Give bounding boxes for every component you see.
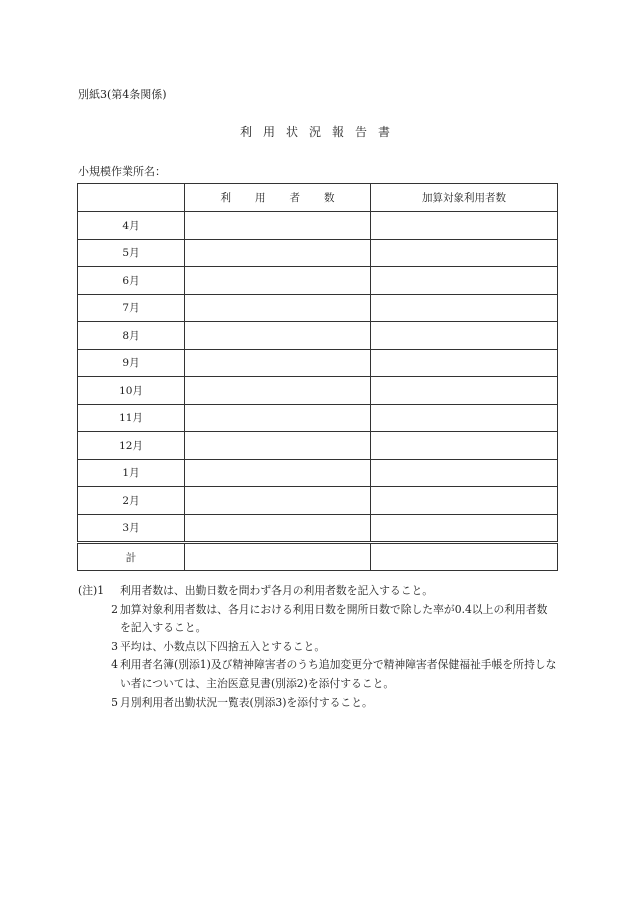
note-item	[78, 601, 558, 638]
note-number: 5	[111, 695, 118, 709]
note-text: 利用者名簿(別添1)及び精神障害者のうち追加変更分で精神障害者保健福祉手帳を所持しない者については、主治医意見書(別添2)を添付すること。	[120, 658, 557, 690]
users-count-cell[interactable]	[185, 322, 371, 350]
note-item	[78, 656, 558, 693]
month-cell: 12月	[78, 432, 185, 460]
table-row	[78, 212, 558, 240]
header-users-count: 利用者数	[185, 184, 371, 212]
table-row	[78, 404, 558, 432]
table-row	[78, 267, 558, 295]
note-item	[78, 582, 558, 601]
month-cell: 10月	[78, 377, 185, 405]
users-count-cell[interactable]	[185, 212, 371, 240]
total-eligible-cell[interactable]	[371, 543, 558, 571]
eligible-users-cell[interactable]	[371, 377, 558, 405]
total-users-cell[interactable]	[185, 543, 371, 571]
month-cell: 2月	[78, 487, 185, 515]
users-count-cell[interactable]	[185, 514, 371, 543]
eligible-users-cell[interactable]	[371, 432, 558, 460]
total-row	[78, 543, 558, 571]
eligible-users-cell[interactable]	[371, 514, 558, 543]
month-cell: 5月	[78, 239, 185, 267]
users-count-cell[interactable]	[185, 487, 371, 515]
month-cell: 9月	[78, 349, 185, 377]
note-text: 平均は、小数点以下四捨五入とすること。	[120, 639, 326, 653]
eligible-users-cell[interactable]	[371, 212, 558, 240]
eligible-users-cell[interactable]	[371, 267, 558, 295]
table-row	[78, 459, 558, 487]
eligible-users-cell[interactable]	[371, 294, 558, 322]
month-cell: 6月	[78, 267, 185, 295]
page-title: 利用状況報告書	[239, 125, 401, 139]
eligible-users-cell[interactable]	[371, 487, 558, 515]
note-text: 月別利用者出勤状況一覧表(別添3)を添付すること。	[120, 695, 373, 709]
eligible-users-cell[interactable]	[371, 404, 558, 432]
note-number: (注)1	[78, 584, 105, 597]
users-count-cell[interactable]	[185, 432, 371, 460]
eligible-users-cell[interactable]	[371, 322, 558, 350]
header-month-cell	[78, 184, 185, 212]
table-row	[78, 349, 558, 377]
note-text: 加算対象利用者数は、各月における利用日数を開所日数で除した率が0.4以上の利用者数を記入すること。	[120, 602, 548, 635]
table-row	[78, 514, 558, 543]
users-count-cell[interactable]	[185, 377, 371, 405]
note-number: 3	[111, 639, 118, 653]
usage-report-table	[77, 183, 558, 571]
eligible-users-cell[interactable]	[371, 349, 558, 377]
table-row	[78, 294, 558, 322]
users-count-cell[interactable]	[185, 294, 371, 322]
note-number: 2	[111, 602, 118, 616]
table-row	[78, 322, 558, 350]
workplace-name-label: 小規模作業所名：	[78, 165, 166, 178]
month-cell: 11月	[78, 404, 185, 432]
table-row	[78, 239, 558, 267]
table-header-row	[78, 184, 558, 212]
month-cell: 1月	[78, 459, 185, 487]
table-row	[78, 432, 558, 460]
notes-section	[78, 582, 558, 712]
users-count-cell[interactable]	[185, 349, 371, 377]
note-number: 4	[111, 658, 118, 672]
users-count-cell[interactable]	[185, 404, 371, 432]
month-cell: 7月	[78, 294, 185, 322]
eligible-users-cell[interactable]	[371, 239, 558, 267]
table-row	[78, 487, 558, 515]
total-label: 計	[78, 543, 185, 571]
table-row	[78, 377, 558, 405]
note-item	[78, 694, 558, 713]
note-text: 利用者数は、出勤日数を問わず各月の利用者数を記入すること。	[120, 584, 434, 597]
note-item	[78, 638, 558, 657]
users-count-cell[interactable]	[185, 239, 371, 267]
month-cell: 4月	[78, 212, 185, 240]
users-count-cell[interactable]	[185, 267, 371, 295]
eligible-users-cell[interactable]	[371, 459, 558, 487]
month-cell: 8月	[78, 322, 185, 350]
users-count-cell[interactable]	[185, 459, 371, 487]
month-cell: 3月	[78, 514, 185, 543]
appendix-label: 別紙3(第4条関係)	[78, 88, 167, 101]
header-eligible-users-count: 加算対象利用者数	[371, 184, 558, 212]
